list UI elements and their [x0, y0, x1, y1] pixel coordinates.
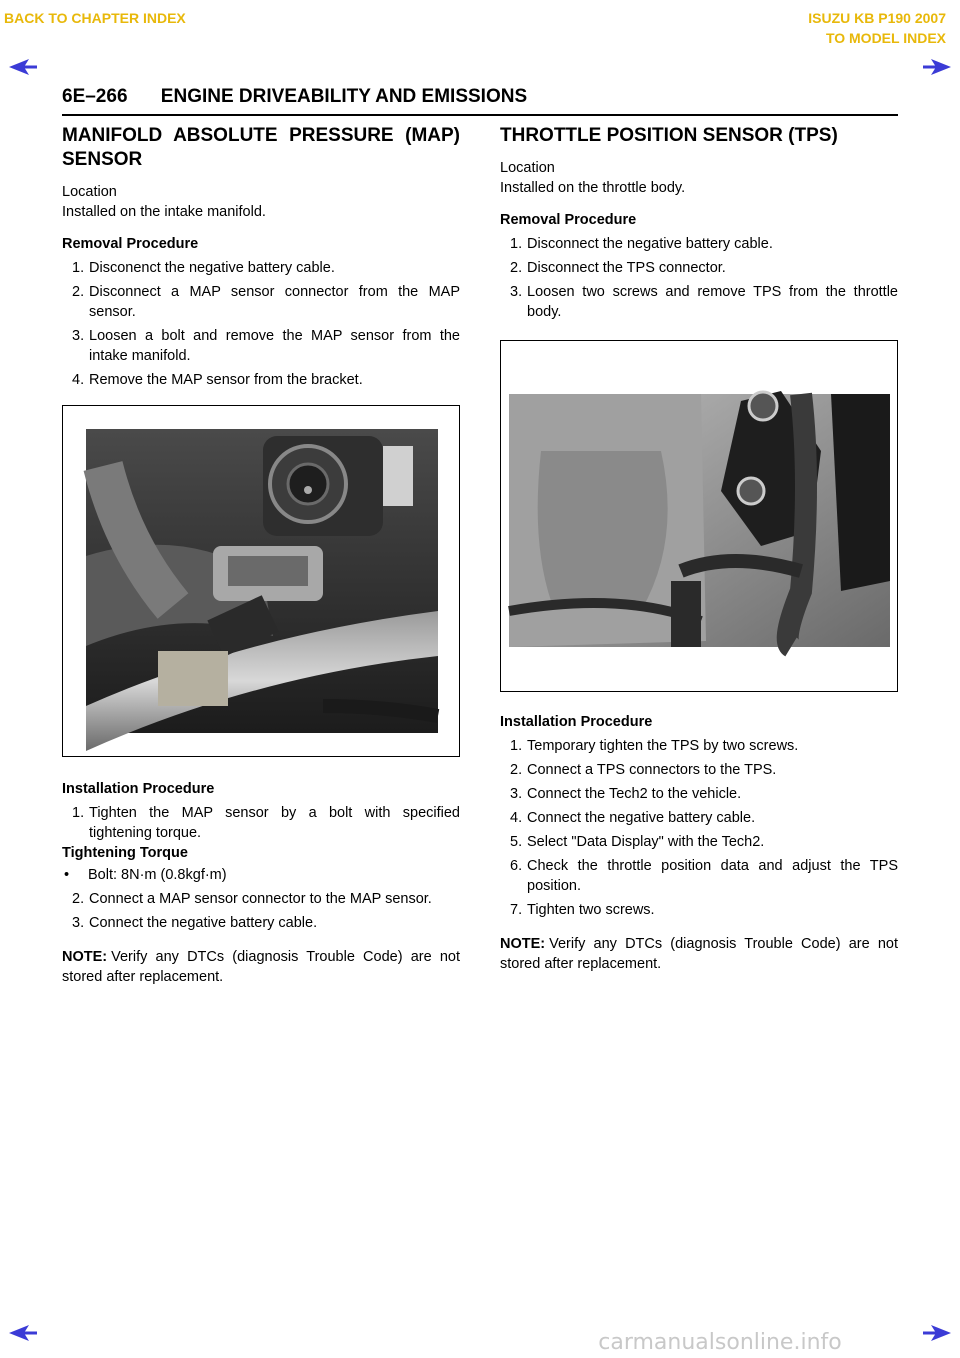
torque-bullet: • Bolt: 8N·m (0.8kgf·m) — [62, 865, 460, 885]
list-item: 3. Loosen a bolt and remove the MAP sensor from the intake manifold. — [72, 328, 460, 364]
list-item: 1. Disconnect the negative battery cable. — [510, 236, 773, 252]
page-number: 6E–266 — [62, 86, 128, 107]
note-label: NOTE: — [500, 936, 546, 952]
tps-photo — [500, 340, 898, 692]
location-label: Location — [500, 160, 555, 176]
map-install-steps-rest — [62, 889, 460, 933]
map-install-step-1 — [62, 803, 460, 843]
back-to-chapter-index-link[interactable]: BACK TO CHAPTER INDEX — [4, 10, 186, 26]
tps-column — [500, 124, 898, 974]
list-item: 3. Connect the Tech2 to the vehicle. — [510, 786, 742, 802]
list-item: 2. Disconnect a MAP sensor connector from the MAP sensor. — [72, 284, 460, 320]
section-title: ENGINE DRIVEABILITY AND EMISSIONS — [160, 86, 528, 107]
list-item: 2. Disconnect the TPS connector. — [510, 260, 726, 276]
map-sensor-column — [62, 124, 460, 987]
location-text: Installed on the throttle body. — [500, 180, 686, 196]
list-item: 1. Temporary tighten the TPS by two screws. — [510, 738, 799, 754]
tps-install-steps — [500, 736, 898, 920]
list-item: 6. Check the throttle position data and adjust the TPS position. — [510, 858, 898, 894]
tps-note: NOTE: Verify any DTCs (diagnosis Trouble Code) are not stored after replacement. — [500, 936, 898, 972]
tps-title: THROTTLE POSITION SENSOR (TPS) — [500, 125, 838, 146]
installation-procedure-title: Installation Procedure — [500, 714, 653, 730]
location-text: Installed on the intake manifold. — [62, 204, 266, 220]
next-page-arrow-icon[interactable] — [922, 58, 952, 76]
list-item: 5. Select "Data Display" with the Tech2. — [510, 834, 765, 850]
list-item: 3. Loosen two screws and remove TPS from the throttle body. — [510, 284, 898, 320]
prev-page-arrow-icon[interactable] — [8, 1324, 38, 1342]
prev-page-arrow-icon[interactable] — [8, 58, 38, 76]
list-item: 1. Tighten the MAP sensor by a bolt with specified tightening torque. — [72, 805, 460, 841]
list-item: 1. Disconenct the negative battery cable. — [72, 260, 335, 276]
next-page-arrow-icon[interactable] — [922, 1324, 952, 1342]
map-note: NOTE: Verify any DTCs (diagnosis Trouble Code) are not stored after replacement. — [62, 949, 460, 985]
location-label: Location — [62, 184, 117, 200]
map-sensor-photo — [62, 405, 460, 757]
tps-removal-steps — [500, 234, 898, 322]
list-item: 7. Tighten two screws. — [510, 902, 655, 918]
model-title-link[interactable]: ISUZU KB P190 2007 — [808, 10, 946, 26]
list-item: 3. Connect the negative battery cable. — [72, 915, 318, 931]
removal-procedure-title: Removal Procedure — [62, 236, 199, 252]
map-sensor-title: MANIFOLD ABSOLUTE PRESSURE (MAP) SENSOR — [62, 125, 460, 170]
to-model-index-link[interactable]: TO MODEL INDEX — [825, 30, 946, 46]
map-removal-steps — [62, 258, 460, 390]
page-header — [62, 86, 898, 116]
list-item: 2. Connect a MAP sensor connector to the MAP sensor. — [72, 891, 432, 907]
note-label: NOTE: — [62, 949, 108, 965]
tightening-torque-title: Tightening Torque — [62, 845, 188, 861]
list-item: 4. Remove the MAP sensor from the bracket. — [72, 372, 363, 388]
installation-procedure-title: Installation Procedure — [62, 781, 215, 797]
list-item: 4. Connect the negative battery cable. — [510, 810, 756, 826]
watermark: carmanualsonline.info — [598, 1330, 842, 1355]
removal-procedure-title: Removal Procedure — [500, 212, 637, 228]
list-item: 2. Connect a TPS connectors to the TPS. — [510, 762, 777, 778]
